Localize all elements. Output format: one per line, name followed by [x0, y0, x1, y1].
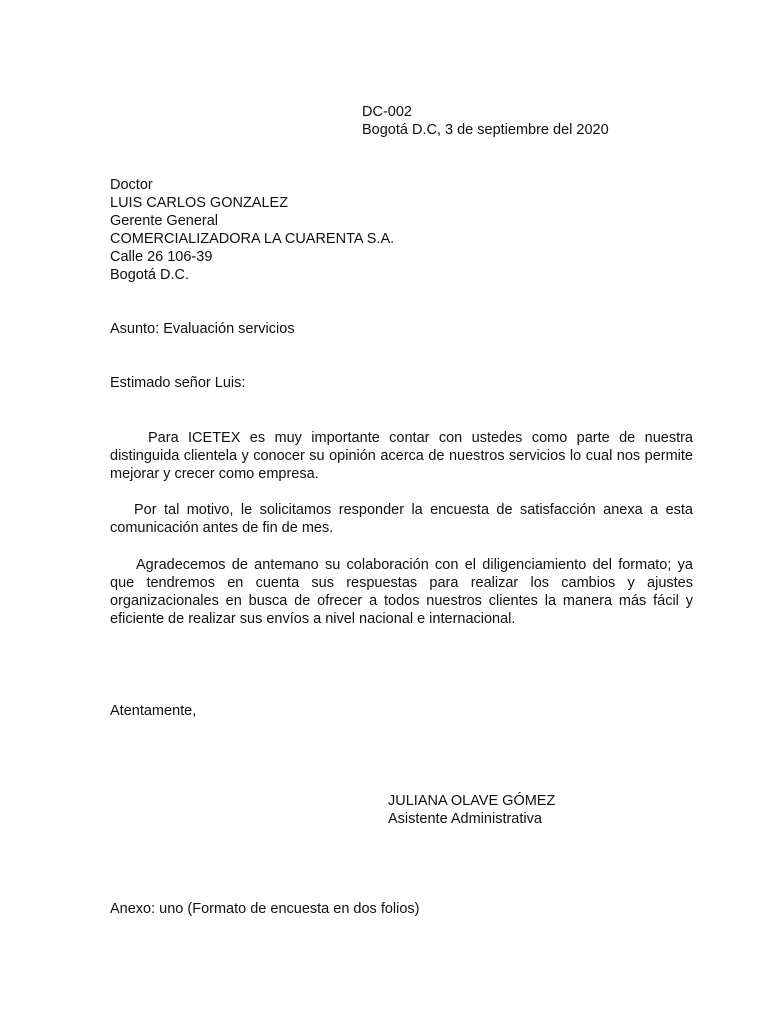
recipient-address: Calle 26 106-39: [110, 249, 213, 265]
closing: Atentamente,: [110, 703, 197, 719]
letter-header: [362, 103, 609, 139]
recipient-company: COMERCIALIZADORA LA CUARENTA S.A.: [110, 231, 395, 247]
body-paragraph-2: Por tal motivo, le solicitamos responder la encuesta de satisfacción anexa a esta comunicación antes de fin de mes.: [110, 502, 693, 536]
body-paragraph-3: Agradecemos de antemano su colaboración con el diligenciamiento del formato; ya que tendremos en cuenta sus respuestas para realizar los cambios y ajustes organizacionales en busca de ofrecer a todos nuestros clientes la manera más fácil y eficiente de realizar sus envíos a nivel nacional e internacional.: [110, 557, 693, 627]
signature-block: [388, 792, 555, 828]
recipient-city: Bogotá D.C.: [110, 267, 189, 283]
recipient-position: Gerente General: [110, 213, 219, 229]
recipient-title: Doctor: [110, 177, 153, 193]
body-paragraph-1: Para ICETEX es muy importante contar con ustedes como parte de nuestra distinguida clientela y conocer su opinión acerca de nuestros servicios lo cual nos permite mejorar y crecer como empresa.: [110, 430, 693, 482]
annex-note: Anexo: uno (Formato de encuesta en dos folios): [110, 901, 420, 917]
recipient-block: [110, 176, 394, 284]
signatory-name: JULIANA OLAVE GÓMEZ: [388, 793, 556, 809]
subject-line: Asunto: Evaluación servicios: [110, 321, 295, 337]
recipient-name: LUIS CARLOS GONZALEZ: [110, 195, 289, 211]
salutation: Estimado señor Luis:: [110, 375, 246, 391]
place-date: Bogotá D.C, 3 de septiembre del 2020: [362, 122, 609, 138]
signatory-position: Asistente Administrativa: [388, 811, 542, 827]
reference-code: DC-002: [362, 104, 412, 120]
